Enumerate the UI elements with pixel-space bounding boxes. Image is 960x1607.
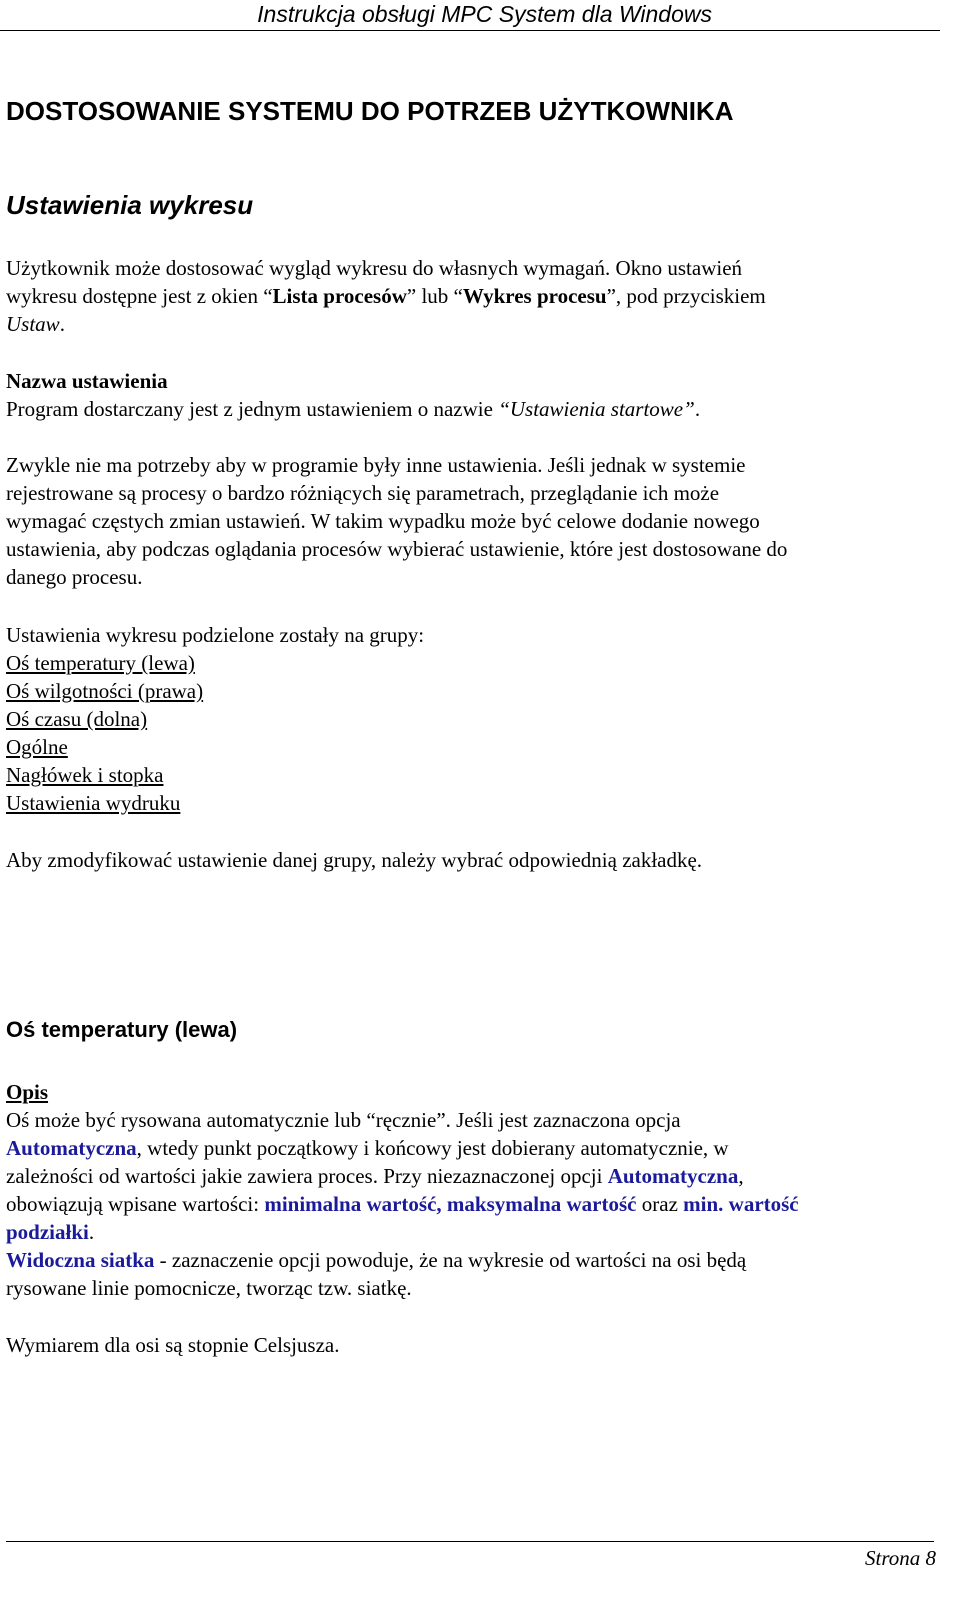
page-number: Strona 8 (865, 1546, 936, 1570)
axis-line-1: Oś może być rysowana automatycznie lub “ręcznie”. Jeśli jest zaznaczona opcja (6, 1108, 681, 1132)
para2-line-4: ustawienia, aby podczas oglądania procesów wybierać ustawienie, które jest dostosowane do (6, 537, 788, 561)
para2-line-1: Zwykle nie ma potrzeby aby w programie były inne ustawienia. Jeśli jednak w systemie (6, 453, 746, 477)
axis-line-4: obowiązują wpisane wartości: minimalna wartość, maksymalna wartość oraz min. wartość (6, 1192, 799, 1216)
name-line-1: Program dostarczany jest z jednym ustawieniem o nazwie “Ustawienia startowe”. (6, 397, 701, 421)
group-link-print-settings[interactable]: Ustawienia wydruku (6, 791, 181, 815)
groups-intro: Ustawienia wykresu podzielone zostały na grupy: (6, 623, 425, 647)
footer-divider (6, 1541, 934, 1542)
visible-grid-option-ref: Widoczna siatka (6, 1248, 155, 1272)
group-link-time-axis[interactable]: Oś czasu (dolna) (6, 707, 148, 731)
axis-section-heading: Oś temperatury (lewa) (6, 1017, 238, 1042)
para2-line-3: wymagać częstych zmian ustawień. W takim wypadku może być celowe dodanie nowego (6, 509, 760, 533)
para2-line-5: danego procesu. (6, 565, 143, 589)
intro-line-3: Ustaw. (6, 312, 65, 336)
groups-outro: Aby zmodyfikować ustawienie danej grupy, należy wybrać odpowiednią zakładkę. (6, 848, 703, 872)
name-heading: Nazwa ustawienia (6, 369, 168, 393)
axis-line-2: Automatyczna, wtedy punkt początkowy i końcowy jest dobierany automatycznie, w (6, 1136, 729, 1160)
group-link-humidity-axis[interactable]: Oś wilgotności (prawa) (6, 679, 204, 703)
axis-line-5: podziałki. (6, 1220, 95, 1244)
section-title: DOSTOSOWANIE SYSTEMU DO POTRZEB UŻYTKOWNIKA (6, 96, 734, 126)
axis-line-8: Wymiarem dla osi są stopnie Celsjusza. (6, 1333, 340, 1357)
intro-line-1: Użytkownik może dostosować wygląd wykresu do własnych wymagań. Okno ustawień (6, 256, 743, 280)
subsection-title: Ustawienia wykresu (6, 190, 254, 220)
axis-line-7: rysowane linie pomocnicze, tworząc tzw. siatkę. (6, 1276, 412, 1300)
intro-line-2: wykresu dostępne jest z okien “Lista procesów” lub “Wykres procesu”, pod przyciskiem (6, 284, 766, 308)
automatic-option-ref: Automatyczna (6, 1136, 137, 1160)
ustaw-button-ref: Ustaw (6, 312, 60, 336)
header-title: Instrukcja obsługi MPC System dla Windows (257, 1, 712, 27)
opis-heading: Opis (6, 1080, 49, 1104)
axis-line-3: zależności od wartości jakie zawiera proces. Przy niezaznaczonej opcji Automatyczna, (6, 1164, 744, 1188)
page-header (0, 0, 940, 31)
group-link-temperature-axis[interactable]: Oś temperatury (lewa) (6, 651, 195, 675)
axis-line-6: Widoczna siatka - zaznaczenie opcji powoduje, że na wykresie od wartości na osi będą (6, 1248, 747, 1272)
para2-line-2: rejestrowane są procesy o bardzo różniących się parametrach, przeglądanie ich może (6, 481, 720, 505)
group-link-header-footer[interactable]: Nagłówek i stopka (6, 763, 164, 787)
group-link-general[interactable]: Ogólne (6, 735, 68, 759)
